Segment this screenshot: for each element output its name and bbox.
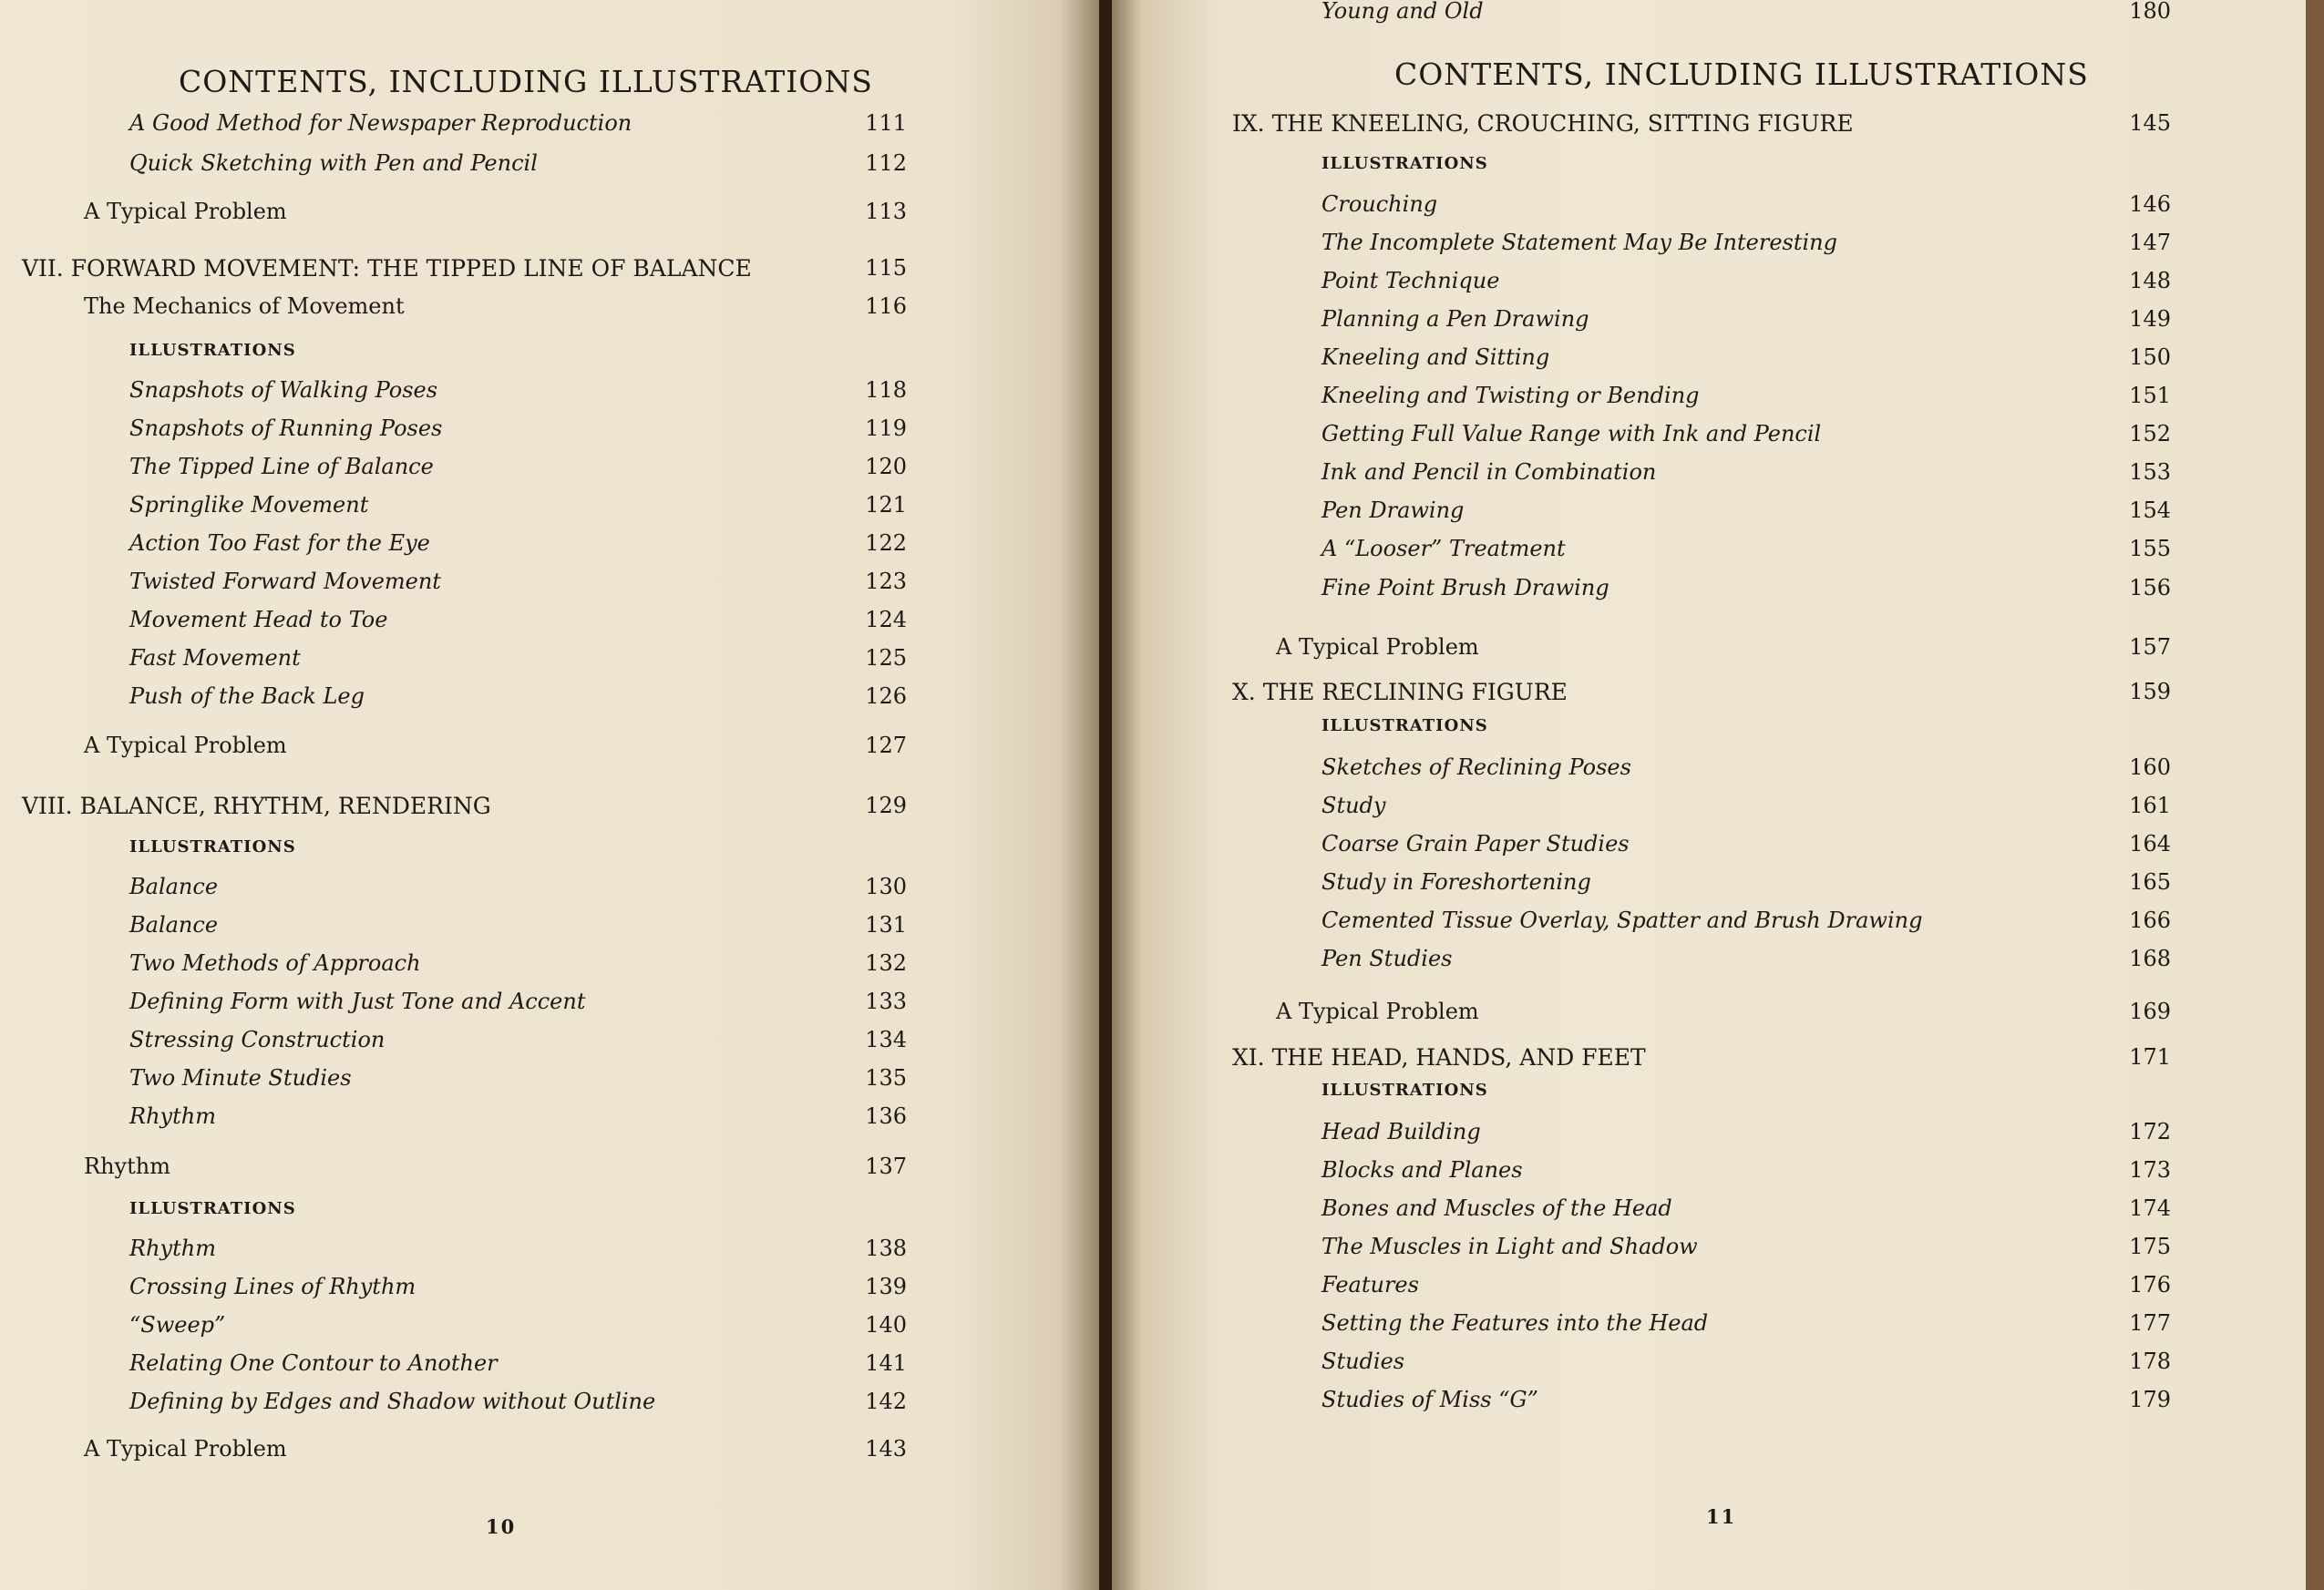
- entry-title: A Typical Problem: [84, 199, 287, 224]
- entry-title: ILLUSTRATIONS: [129, 341, 296, 360]
- entry-title: The Incomplete Statement May Be Interesting: [1321, 230, 1837, 255]
- right-page-title: CONTENTS, INCLUDING ILLUSTRATIONS: [1394, 56, 2089, 92]
- entry-title: Getting Full Value Range with Ink and Pencil: [1321, 421, 1822, 446]
- entry-title: A Typical Problem: [84, 733, 287, 758]
- entry-page-number: 150: [2129, 344, 2171, 370]
- entry-page-number: 119: [865, 415, 907, 441]
- entry-title: “Sweep”: [129, 1312, 226, 1338]
- entry-title: The Mechanics of Movement: [84, 293, 405, 319]
- entry-title: Point Technique: [1321, 268, 1500, 293]
- entry-title: Balance: [129, 874, 219, 899]
- entry-page-number: 121: [865, 492, 907, 518]
- entry-title: Young and Old: [1321, 0, 1484, 24]
- entry-page-number: 174: [2129, 1195, 2171, 1221]
- entry-page-number: 123: [865, 569, 907, 594]
- entry-page-number: 147: [2129, 230, 2171, 255]
- entry-title: Push of the Back Leg: [129, 683, 365, 709]
- entry-page-number: 141: [865, 1350, 907, 1376]
- entry-page-number: 138: [865, 1236, 907, 1261]
- entry-title: IX. THE KNEELING, CROUCHING, SITTING FIGURE: [1232, 110, 1854, 137]
- entry-title: ILLUSTRATIONS: [129, 1199, 296, 1218]
- left-page-number: 10: [486, 1515, 517, 1538]
- entry-page-number: 172: [2129, 1119, 2171, 1144]
- entry-title: VII. FORWARD MOVEMENT: THE TIPPED LINE OF BALANCE: [22, 255, 752, 282]
- entry-title: Movement Head to Toe: [129, 607, 388, 632]
- entry-title: Sketches of Reclining Poses: [1321, 754, 1631, 780]
- entry-page-number: 164: [2129, 831, 2171, 857]
- entry-page-number: 180: [2129, 0, 2171, 24]
- entry-page-number: 151: [2129, 383, 2171, 408]
- entry-page-number: 166: [2129, 908, 2171, 933]
- entry-title: Studies of Miss “G”: [1321, 1387, 1538, 1412]
- entry-page-number: 149: [2129, 306, 2171, 332]
- entry-title: Blocks and Planes: [1321, 1157, 1523, 1183]
- entry-page-number: 135: [865, 1065, 907, 1091]
- entry-page-number: 171: [2129, 1044, 2171, 1070]
- entry-title: Cemented Tissue Overlay, Spatter and Brush Drawing: [1321, 908, 1923, 933]
- entry-page-number: 178: [2129, 1349, 2171, 1374]
- entry-page-number: 165: [2129, 869, 2171, 895]
- entry-title: Two Methods of Approach: [129, 950, 421, 976]
- entry-title: Setting the Features into the Head: [1321, 1310, 1709, 1336]
- entry-title: ILLUSTRATIONS: [129, 837, 296, 857]
- entry-title: A Typical Problem: [1276, 634, 1479, 660]
- entry-page-number: 118: [865, 377, 907, 403]
- entry-title: Rhythm: [84, 1154, 170, 1179]
- entry-title: A Typical Problem: [84, 1436, 287, 1462]
- entry-title: Studies: [1321, 1349, 1405, 1374]
- entry-page-number: 126: [865, 683, 907, 709]
- entry-title: Kneeling and Twisting or Bending: [1321, 383, 1700, 408]
- entry-page-number: 140: [865, 1312, 907, 1338]
- entry-title: Action Too Fast for the Eye: [129, 530, 430, 556]
- entry-page-number: 142: [865, 1389, 907, 1414]
- entry-page-number: 122: [865, 530, 907, 556]
- entry-page-number: 113: [865, 199, 907, 224]
- entry-title: ILLUSTRATIONS: [1321, 154, 1488, 173]
- entry-page-number: 115: [865, 255, 907, 281]
- entry-title: ILLUSTRATIONS: [1321, 1081, 1488, 1100]
- entry-title: A Good Method for Newspaper Reproduction: [129, 110, 632, 136]
- entry-page-number: 159: [2129, 679, 2171, 704]
- right-page: [1112, 0, 2306, 1590]
- entry-page-number: 124: [865, 607, 907, 632]
- entry-title: A Typical Problem: [1276, 999, 1479, 1024]
- entry-title: Crossing Lines of Rhythm: [129, 1274, 416, 1299]
- entry-title: A “Looser” Treatment: [1321, 536, 1566, 561]
- entry-title: Pen Drawing: [1321, 498, 1465, 523]
- entry-title: Balance: [129, 912, 219, 938]
- entry-title: Snapshots of Walking Poses: [129, 377, 438, 403]
- entry-page-number: 146: [2129, 191, 2171, 217]
- left-page-title: CONTENTS, INCLUDING ILLUSTRATIONS: [179, 64, 873, 99]
- entry-page-number: 155: [2129, 536, 2171, 561]
- entry-title: The Muscles in Light and Shadow: [1321, 1234, 1698, 1259]
- entry-title: Kneeling and Sitting: [1321, 344, 1550, 370]
- entry-page-number: 112: [865, 150, 907, 176]
- entry-page-number: 111: [865, 110, 907, 136]
- entry-page-number: 160: [2129, 754, 2171, 780]
- entry-title: Crouching: [1321, 191, 1438, 217]
- entry-title: Ink and Pencil in Combination: [1321, 459, 1657, 485]
- entry-page-number: 134: [865, 1027, 907, 1052]
- entry-page-number: 125: [865, 645, 907, 671]
- entry-title: Features: [1321, 1272, 1419, 1298]
- entry-page-number: 173: [2129, 1157, 2171, 1183]
- entry-page-number: 132: [865, 950, 907, 976]
- entry-page-number: 131: [865, 912, 907, 938]
- entry-page-number: 169: [2129, 999, 2171, 1024]
- entry-page-number: 120: [865, 454, 907, 479]
- entry-page-number: 168: [2129, 946, 2171, 971]
- entry-page-number: 136: [865, 1103, 907, 1129]
- entry-page-number: 152: [2129, 421, 2171, 446]
- entry-title: Snapshots of Running Poses: [129, 415, 443, 441]
- entry-page-number: 127: [865, 733, 907, 758]
- entry-title: Coarse Grain Paper Studies: [1321, 831, 1630, 857]
- entry-page-number: 116: [865, 293, 907, 319]
- entry-title: Twisted Forward Movement: [129, 569, 441, 594]
- entry-title: Springlike Movement: [129, 492, 369, 518]
- entry-page-number: 154: [2129, 498, 2171, 523]
- entry-page-number: 137: [865, 1154, 907, 1179]
- entry-page-number: 156: [2129, 575, 2171, 600]
- entry-page-number: 176: [2129, 1272, 2171, 1298]
- right-page-number: 11: [1706, 1505, 1737, 1528]
- left-page: [0, 0, 1105, 1590]
- entry-page-number: 130: [865, 874, 907, 899]
- entry-title: Rhythm: [129, 1103, 216, 1129]
- entry-page-number: 143: [865, 1436, 907, 1462]
- entry-page-number: 161: [2129, 793, 2171, 818]
- entry-page-number: 157: [2129, 634, 2171, 660]
- entry-title: X. THE RECLINING FIGURE: [1232, 679, 1568, 705]
- entry-title: Fine Point Brush Drawing: [1321, 575, 1609, 600]
- entry-title: ILLUSTRATIONS: [1321, 716, 1488, 735]
- entry-page-number: 129: [865, 793, 907, 818]
- entry-title: Rhythm: [129, 1236, 216, 1261]
- entry-title: Study: [1321, 793, 1386, 818]
- entry-title: Quick Sketching with Pen and Pencil: [129, 150, 538, 176]
- entry-page-number: 145: [2129, 110, 2171, 136]
- entry-title: Stressing Construction: [129, 1027, 386, 1052]
- entry-title: Two Minute Studies: [129, 1065, 352, 1091]
- entry-page-number: 153: [2129, 459, 2171, 485]
- entry-title: Pen Studies: [1321, 946, 1453, 971]
- entry-page-number: 139: [865, 1274, 907, 1299]
- entry-title: Fast Movement: [129, 645, 301, 671]
- entry-page-number: 133: [865, 989, 907, 1014]
- entry-page-number: 177: [2129, 1310, 2171, 1336]
- entry-title: Relating One Contour to Another: [129, 1350, 498, 1376]
- entry-title: Head Building: [1321, 1119, 1481, 1144]
- entry-page-number: 179: [2129, 1387, 2171, 1412]
- book-edge: [2306, 0, 2324, 1590]
- entry-title: VIII. BALANCE, RHYTHM, RENDERING: [22, 793, 491, 819]
- entry-page-number: 175: [2129, 1234, 2171, 1259]
- entry-title: Bones and Muscles of the Head: [1321, 1195, 1672, 1221]
- entry-page-number: 148: [2129, 268, 2171, 293]
- entry-title: XI. THE HEAD, HANDS, AND FEET: [1232, 1044, 1646, 1071]
- entry-title: Defining Form with Just Tone and Accent: [129, 989, 586, 1014]
- entry-title: Planning a Pen Drawing: [1321, 306, 1589, 332]
- entry-title: The Tipped Line of Balance: [129, 454, 434, 479]
- entry-title: Study in Foreshortening: [1321, 869, 1591, 895]
- entry-title: Defining by Edges and Shadow without Outline: [129, 1389, 656, 1414]
